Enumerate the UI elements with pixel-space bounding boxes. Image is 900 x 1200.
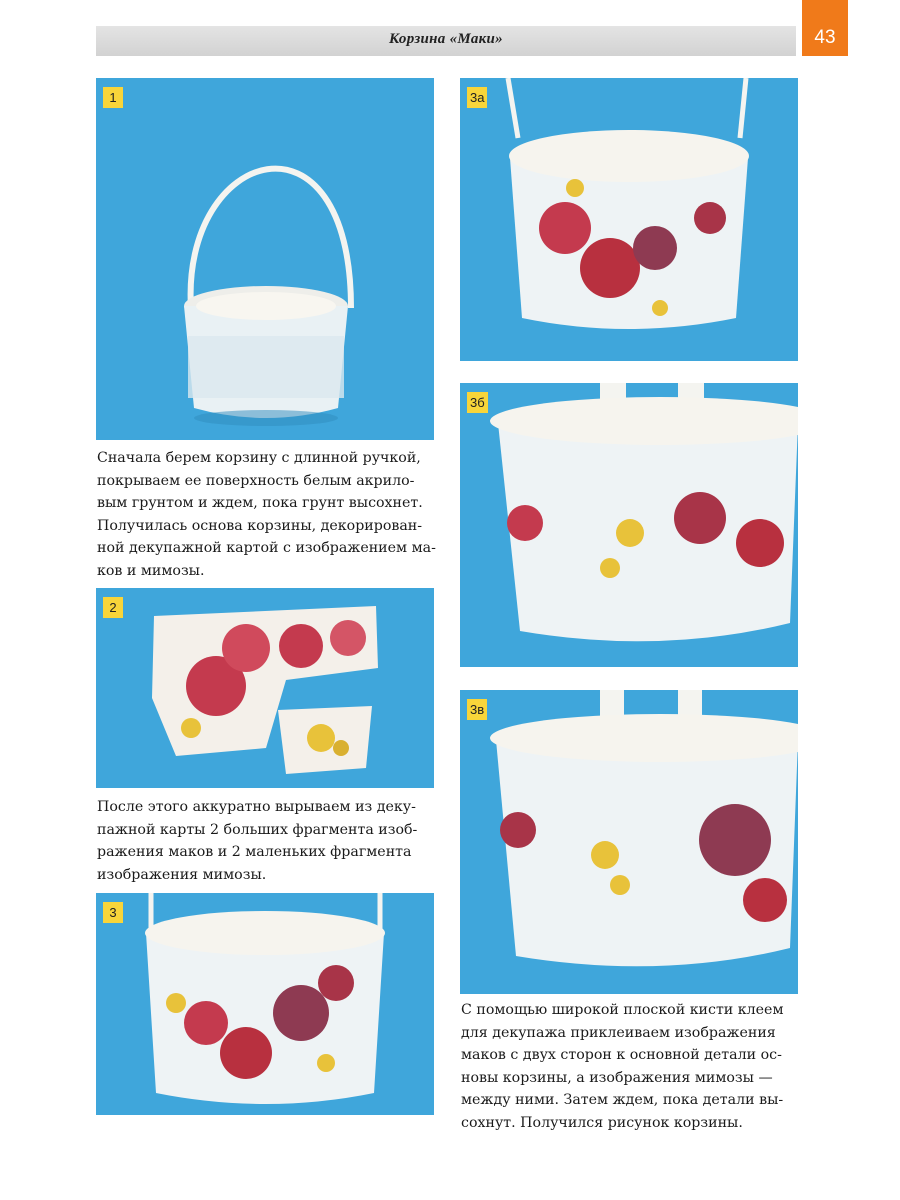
basket-closeup-illustration [460, 690, 798, 994]
caption-line: сохнут. Получился рисунок корзины. [461, 1114, 743, 1131]
caption-line: изображения мимозы. [97, 866, 267, 883]
caption-step-1 [97, 447, 436, 582]
basket-decoupage-illustration [96, 893, 434, 1115]
header-bar [96, 26, 796, 56]
caption-line: вым грунтом и ждем, пока грунт высохнет. [97, 495, 423, 511]
step-badge-3c: 3в [467, 699, 487, 720]
caption-line: для декупажа приклеиваем изображения [461, 1024, 776, 1041]
caption-step-2 [97, 796, 417, 886]
step-badge-1: 1 [103, 87, 123, 108]
basket-closeup-illustration [460, 383, 798, 667]
caption-line: Получилась основа корзины, декорирован- [97, 517, 423, 534]
caption-step-3 [461, 999, 783, 1134]
page-title: Корзина «Маки» [389, 31, 503, 47]
caption-line: ков и мимозы. [97, 562, 205, 579]
caption-line: С помощью широкой плоской кисти клеем [461, 1002, 784, 1018]
page-number: 43 [802, 0, 848, 56]
caption-line: между ними. Затем ждем, пока детали вы- [461, 1092, 784, 1108]
photo-step-1 [96, 78, 434, 440]
step-badge-3a: 3а [467, 87, 487, 108]
step-badge-3: 3 [103, 902, 123, 923]
caption-line: ражения маков и 2 маленьких фрагмента [97, 844, 412, 860]
caption-line: ной декупажной картой с изображением ма- [97, 540, 436, 556]
photo-step-3 [96, 893, 434, 1115]
basket-plain-illustration [96, 78, 434, 440]
basket-decoupage-illustration [460, 78, 798, 361]
caption-line: пажной карты 2 больших фрагмента изоб- [97, 821, 418, 838]
caption-line: маков с двух сторон к основной детали ос- [461, 1047, 782, 1063]
photo-step-2 [96, 588, 434, 788]
decoupage-fragments-illustration [96, 588, 434, 788]
step-badge-3b: 3б [467, 392, 488, 413]
caption-line: Сначала берем корзину с длинной ручкой, [97, 450, 421, 466]
photo-step-3b [460, 383, 798, 667]
caption-line: новы корзины, а изображения мимозы — [461, 1069, 773, 1086]
photo-step-3a [460, 78, 798, 361]
photo-step-3c [460, 690, 798, 994]
caption-line: покрываем ее поверхность белым акрило- [97, 472, 415, 489]
caption-line: После этого аккуратно вырываем из деку- [97, 799, 416, 815]
step-badge-2: 2 [103, 597, 123, 618]
